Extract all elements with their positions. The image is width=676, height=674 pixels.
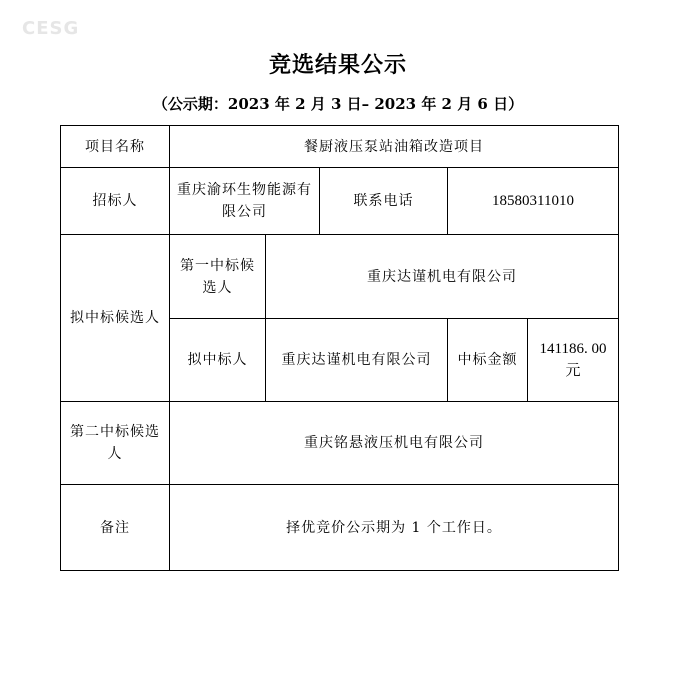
proposed-winner-label: 拟中标人 xyxy=(170,319,266,402)
result-table xyxy=(60,125,619,571)
project-name-label: 项目名称 xyxy=(61,126,170,168)
second-candidate-label: 第二中标候选人 xyxy=(61,402,170,485)
contact-phone-value: 18580311010 xyxy=(448,168,619,235)
bid-amount-label: 中标金额 xyxy=(448,319,528,402)
first-candidate-value: 重庆达谨机电有限公司 xyxy=(266,235,619,319)
proposed-candidate-label: 拟中标候选人 xyxy=(61,235,170,402)
contact-phone-label: 联系电话 xyxy=(320,168,448,235)
bid-amount-value: 141186. 00 元 xyxy=(528,319,619,402)
proposed-winner-value: 重庆达谨机电有限公司 xyxy=(266,319,448,402)
first-candidate-label: 第一中标候选人 xyxy=(170,235,266,319)
tenderer-value: 重庆渝环生物能源有限公司 xyxy=(170,168,320,235)
project-name-value: 餐厨液压泵站油箱改造项目 xyxy=(170,126,619,168)
publicity-period: （公示期：2023 年 2 月 3 日– 2023 年 2 月 6 日） xyxy=(152,95,524,113)
second-candidate-value: 重庆铭悬液压机电有限公司 xyxy=(170,402,619,485)
tenderer-label: 招标人 xyxy=(61,168,170,235)
page-title: 竞选结果公示 xyxy=(268,52,407,78)
watermark-logo: CESG xyxy=(22,18,80,39)
remark-label: 备注 xyxy=(61,485,170,571)
remark-value: 择优竞价公示期为 1 个工作日。 xyxy=(170,485,619,571)
